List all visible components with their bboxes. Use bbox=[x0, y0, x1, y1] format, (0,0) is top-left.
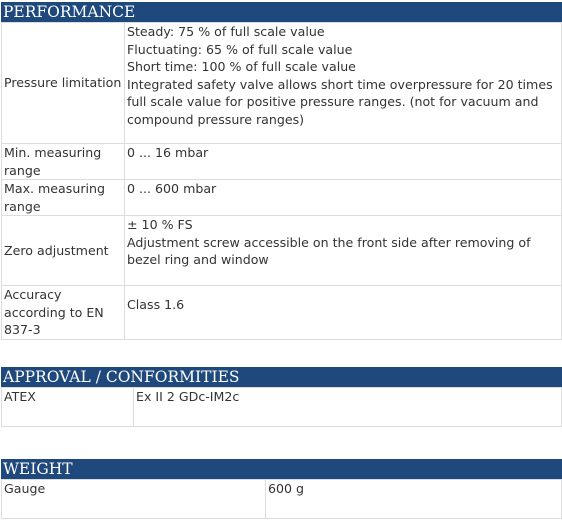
table-row bbox=[2, 286, 562, 340]
text-line: Integrated safety valve allows short time overpressure for 20 times bbox=[127, 76, 553, 92]
text-line: Short time: 100 % of full scale value bbox=[127, 59, 356, 74]
table-row bbox=[2, 216, 562, 286]
max-range-value: 0 ... 600 mbar bbox=[125, 180, 562, 216]
pressure-limitation-label: Pressure limitation bbox=[2, 23, 125, 144]
atex-value: Ex II 2 GDc-IM2c bbox=[134, 388, 562, 427]
text-line: bezel ring and window bbox=[127, 252, 269, 267]
pressure-limitation-value bbox=[125, 23, 562, 144]
table-row bbox=[2, 388, 562, 427]
text-line: range bbox=[4, 198, 41, 214]
max-range-label bbox=[2, 180, 125, 216]
accuracy-value: Class 1.6 bbox=[125, 286, 562, 340]
table-row bbox=[2, 144, 562, 180]
approval-header: APPROVAL / CONFORMITIES bbox=[1, 367, 562, 387]
text-line: Max. measuring bbox=[4, 181, 105, 196]
zero-adjustment-value bbox=[125, 216, 562, 286]
gauge-label: Gauge bbox=[2, 480, 266, 519]
table-row bbox=[2, 23, 562, 144]
min-range-label bbox=[2, 144, 125, 180]
text-line: ± 10 % FS bbox=[127, 217, 193, 232]
performance-section bbox=[1, 2, 562, 340]
weight-section bbox=[1, 459, 562, 519]
text-line: full scale value for positive pressure ranges. (not for vacuum and bbox=[127, 94, 539, 109]
text-line: Adjustment screw accessible on the front side after removing of bbox=[127, 234, 531, 250]
performance-table bbox=[1, 22, 562, 340]
zero-adjustment-label: Zero adjustment bbox=[2, 216, 125, 286]
text-line: Min. measuring bbox=[4, 145, 102, 160]
min-range-value: 0 ... 16 mbar bbox=[125, 144, 562, 180]
text-line: according to EN bbox=[4, 304, 104, 320]
weight-table bbox=[1, 479, 562, 519]
text-line: compound pressure ranges) bbox=[127, 111, 305, 127]
text-line: range bbox=[4, 162, 41, 178]
weight-header: WEIGHT bbox=[1, 459, 562, 479]
performance-header: PERFORMANCE bbox=[1, 2, 562, 22]
text-line: Accuracy bbox=[4, 287, 62, 302]
text-line: Steady: 75 % of full scale value bbox=[127, 24, 325, 39]
accuracy-label bbox=[2, 286, 125, 340]
approval-section bbox=[1, 367, 562, 427]
text-line: 837-3 bbox=[4, 322, 41, 337]
table-row bbox=[2, 480, 562, 519]
table-row bbox=[2, 180, 562, 216]
atex-label: ATEX bbox=[2, 388, 134, 427]
gauge-value: 600 g bbox=[266, 480, 562, 519]
approval-table bbox=[1, 387, 562, 427]
text-line: Fluctuating: 65 % of full scale value bbox=[127, 41, 353, 57]
